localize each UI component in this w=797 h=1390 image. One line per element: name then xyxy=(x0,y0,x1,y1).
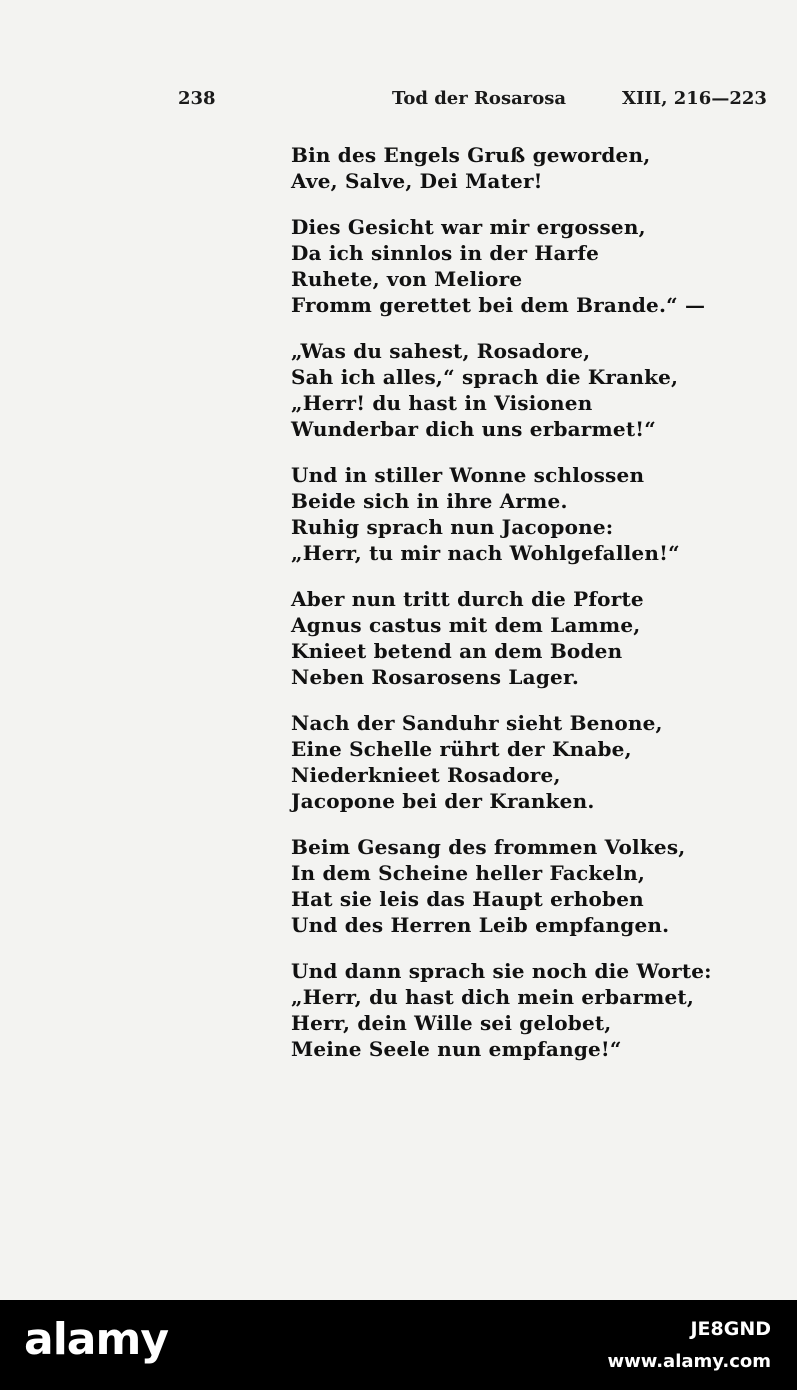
stanza xyxy=(291,214,711,318)
poem-line: Beim Gesang des frommen Volkes, xyxy=(291,835,686,859)
poem-line: Ave, Salve, Dei Mater! xyxy=(291,169,543,193)
poem-line: Beide sich in ihre Arme. xyxy=(291,489,568,513)
running-title: Tod der Rosarosa xyxy=(392,88,567,109)
poem-line: „Herr, du hast dich mein erbarmet, xyxy=(291,985,695,1009)
poem-line: Neben Rosarosens Lager. xyxy=(291,665,580,689)
poem-line: Fromm gerettet bei dem Brande.“ — xyxy=(291,293,706,317)
poem-line: Dies Gesicht war mir ergossen, xyxy=(291,215,646,239)
poem-line: Und in stiller Wonne schlossen xyxy=(291,463,645,487)
poem-line: Knieet betend an dem Boden xyxy=(291,639,623,663)
stanza xyxy=(291,462,711,566)
poem-line: Sah ich alles,“ sprach die Kranke, xyxy=(291,365,679,389)
poem-line: Nach der Sanduhr sieht Benone, xyxy=(291,711,663,735)
poem-line: „Was du sahest, Rosadore, xyxy=(291,339,591,363)
poem-line: Hat sie leis das Haupt erhoben xyxy=(291,887,644,911)
poem-line: Agnus castus mit dem Lamme, xyxy=(291,613,641,637)
poem-line: Und dann sprach sie noch die Worte: xyxy=(291,959,712,983)
poem-line: Ruhete, von Meliore xyxy=(291,267,523,291)
poem-text xyxy=(291,142,711,1082)
stanza xyxy=(291,834,711,938)
image-id: JE8GND xyxy=(690,1318,771,1340)
poem-line: Meine Seele nun empfange!“ xyxy=(291,1037,622,1061)
poem-line: Ruhig sprach nun Jacopone: xyxy=(291,515,614,539)
poem-line: „Herr! du hast in Visionen xyxy=(291,391,593,415)
watermark-bar xyxy=(0,1300,797,1390)
stanza xyxy=(291,958,711,1062)
poem-line: Bin des Engels Gruß geworden, xyxy=(291,143,651,167)
alamy-logo: alamy xyxy=(24,1314,168,1365)
poem-line: Da ich sinnlos in der Harfe xyxy=(291,241,600,265)
poem-line: Eine Schelle rührt der Knabe, xyxy=(291,737,632,761)
poem-line: Jacopone bei der Kranken. xyxy=(291,789,595,813)
poem-line: Niederknieet Rosadore, xyxy=(291,763,561,787)
poem-line: Und des Herren Leib empfangen. xyxy=(291,913,670,937)
stanza xyxy=(291,142,711,194)
poem-line: Wunderbar dich uns erbarmet!“ xyxy=(291,417,656,441)
stanza xyxy=(291,338,711,442)
stanza xyxy=(291,586,711,690)
poem-line: In dem Scheine heller Fackeln, xyxy=(291,861,646,885)
poem-line: Herr, dein Wille sei gelobet, xyxy=(291,1011,612,1035)
poem-line: Aber nun tritt durch die Pforte xyxy=(291,587,644,611)
site-url: www.alamy.com xyxy=(607,1351,771,1372)
poem-line: „Herr, tu mir nach Wohlgefallen!“ xyxy=(291,541,680,565)
page-header xyxy=(0,86,797,116)
page-number: 238 xyxy=(178,88,216,109)
stanza xyxy=(291,710,711,814)
verse-reference: XIII, 216—223 xyxy=(622,88,767,109)
